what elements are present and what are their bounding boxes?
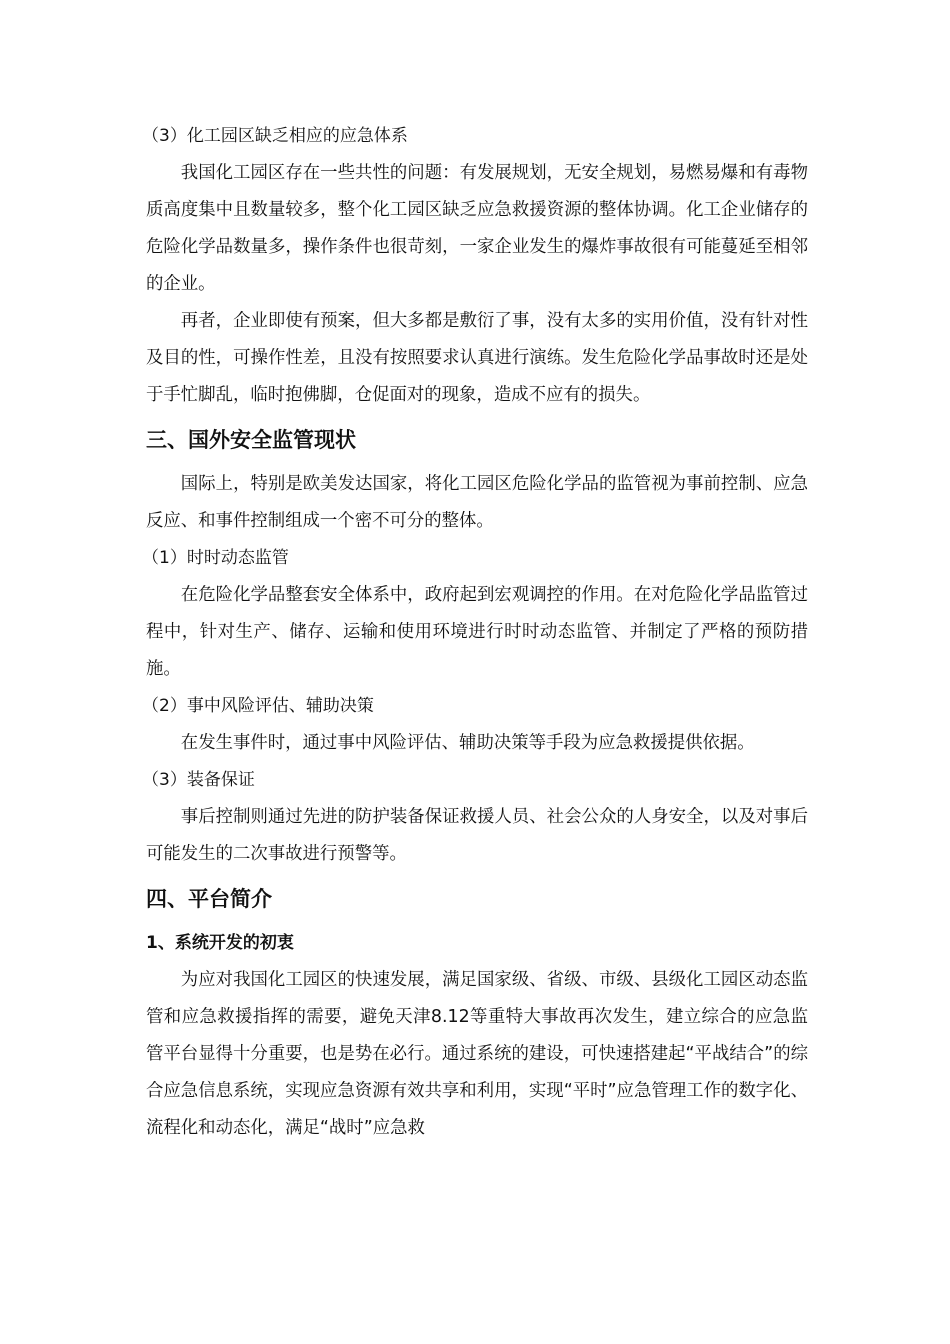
paragraph-equipment: 事后控制则通过先进的防护装备保证救援人员、社会公众的人身安全，以及对事后可能发生的二次事故进行预警等。 xyxy=(146,807,808,864)
paragraph-common-problems: 我国化工园区存在一些共性的问题：有发展规划，无安全规划，易燃易爆和有毒物质高度集中且数量较多，整个化工园区缺乏应急救援资源的整体协调。化工企业储存的危险化学品数量多，操作条件也很苛刻，一家企业发生的爆炸事故很有可能蔓延至相邻的企业。 xyxy=(146,163,808,294)
paragraph-risk-assessment: 在发生事件时，通过事中风险评估、辅助决策等手段为应急救援提供依据。 xyxy=(180,733,755,753)
paragraph-emergency-plans: 再者，企业即使有预案，但大多都是敷衍了事，没有太多的实用价值，没有针对性及目的性，可操作性差，且没有按照要求认真进行演练。发生危险化学品事故时还是处于手忙脚乱，临时抱佛脚，仓促面对的现象，造成不应有的损失。 xyxy=(146,311,808,405)
section-heading-foreign-supervision: 三、国外安全监管现状 xyxy=(146,428,356,452)
paragraph-international: 国际上，特别是欧美发达国家，将化工园区危险化学品的监管视为事前控制、应急反应、和事件控制组成一个密不可分的整体。 xyxy=(146,474,808,531)
subsection-title-risk-assessment: （2）事中风险评估、辅助决策 xyxy=(142,696,374,716)
paragraph-dynamic-monitoring: 在危险化学品整套安全体系中，政府起到宏观调控的作用。在对危险化学品监管过程中，针对生产、储存、运输和使用环境进行时时动态监管、并制定了严格的预防措施。 xyxy=(146,585,808,679)
subsection-title-equipment: （3）装备保证 xyxy=(142,770,255,790)
document-body xyxy=(142,118,808,1147)
subsection-title-dynamic-monitoring: （1）时时动态监管 xyxy=(142,548,289,568)
paragraph-development-purpose: 为应对我国化工园区的快速发展，满足国家级、省级、市级、县级化工园区动态监管和应急救援指挥的需要，避免天津8.12等重特大事故再次发生，建立综合的应急监管平台显得十分重要，也是势在必行。通过系统的建设，可快速搭建起“平战结合”的综合应急信息系统，实现应急资源有效共享和利用，实现“平时”应急管理工作的数字化、流程化和动态化，满足“战时”应急救 xyxy=(146,970,808,1138)
subsection-title-emergency-system: （3）化工园区缺乏相应的应急体系 xyxy=(142,126,408,146)
section-heading-platform-intro: 四、平台简介 xyxy=(146,887,272,911)
subsection-heading-development-purpose: 1、系统开发的初衷 xyxy=(146,933,294,953)
